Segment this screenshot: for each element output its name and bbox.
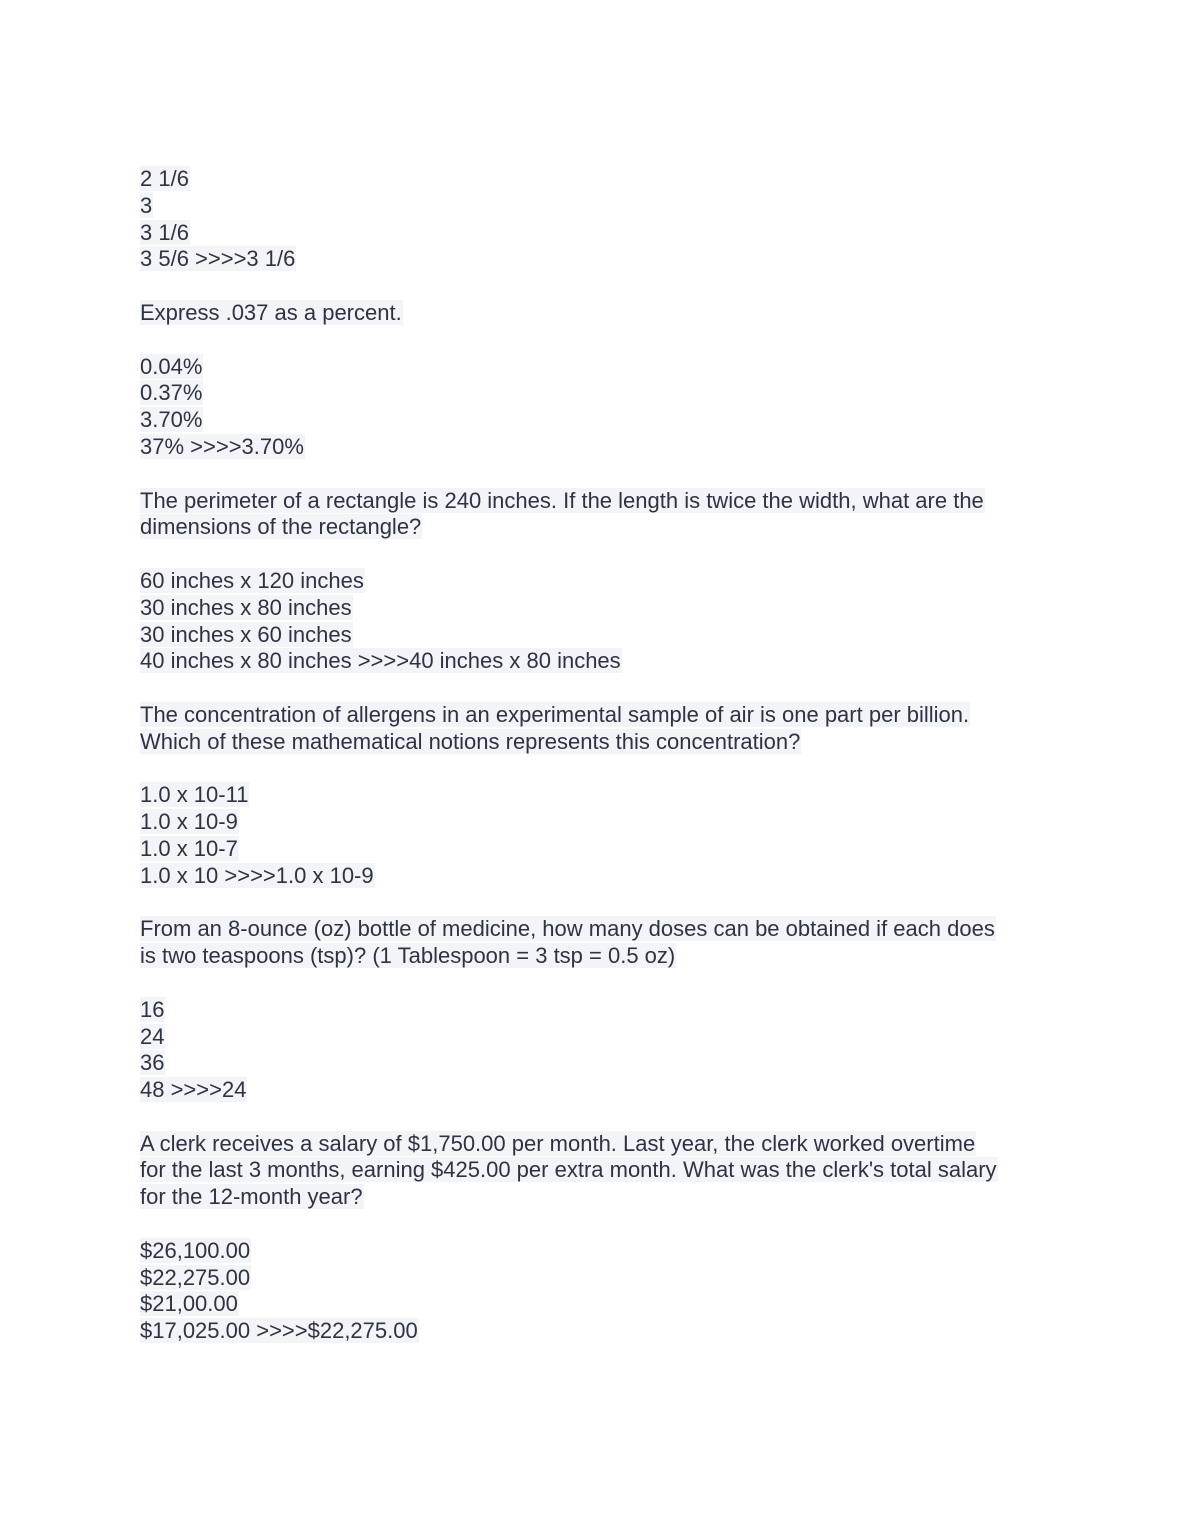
answer-options <box>140 1238 1055 1345</box>
text-run: is two teaspoons (tsp)? (1 Tablespoon = 3 tsp = 0.5 oz) <box>140 943 676 969</box>
paragraph-gap <box>140 461 1055 488</box>
paragraph-gap <box>140 675 1055 702</box>
option-line <box>140 568 1055 595</box>
text-run: 1.0 x 10-11 <box>140 782 249 808</box>
question-line <box>140 916 1055 943</box>
paragraph-gap <box>140 1104 1055 1131</box>
question-line <box>140 702 1055 729</box>
question-line <box>140 943 1055 970</box>
option-line <box>140 166 1055 193</box>
question-text <box>140 702 1055 756</box>
text-run: 0.37% <box>140 380 203 406</box>
paragraph-gap <box>140 327 1055 354</box>
text-run: 2 1/6 <box>140 166 189 191</box>
paragraph-gap <box>140 970 1055 997</box>
question-text <box>140 1131 1055 1211</box>
question-text <box>140 488 1055 542</box>
answer-options <box>140 354 1055 461</box>
text-run: 37% >>>>3.70% <box>140 433 304 459</box>
paragraph-gap <box>140 756 1055 783</box>
option-line <box>140 1077 1055 1104</box>
text-run: 40 inches x 80 inches >>>>40 inches x 80 inches <box>140 648 621 674</box>
option-line <box>140 863 1055 890</box>
text-run: The perimeter of a rectangle is 240 inches. If the length is twice the width, what are the <box>140 487 984 513</box>
text-run: 3 5/6 >>>>3 1/6 <box>140 246 296 272</box>
paragraph-gap <box>140 273 1055 300</box>
option-line <box>140 1050 1055 1077</box>
text-run: $22,275.00 <box>140 1264 251 1290</box>
text-run: Express .037 as a percent. <box>140 299 402 325</box>
option-line <box>140 407 1055 434</box>
text-run: 3 1/6 <box>140 219 189 245</box>
option-line <box>140 622 1055 649</box>
paragraph-gap <box>140 541 1055 568</box>
question-line <box>140 488 1055 515</box>
text-run: 0.04% <box>140 353 203 379</box>
question-line <box>140 729 1055 756</box>
text-run: 30 inches x 80 inches <box>140 594 352 620</box>
option-line <box>140 1024 1055 1051</box>
text-run: From an 8-ounce (oz) bottle of medicine, how many doses can be obtained if each does <box>140 916 995 942</box>
text-run: 30 inches x 60 inches <box>140 621 352 647</box>
option-line <box>140 380 1055 407</box>
text-run: 60 inches x 120 inches <box>140 567 364 593</box>
text-run: 1.0 x 10-7 <box>140 835 238 861</box>
option-line <box>140 782 1055 809</box>
option-line <box>140 354 1055 381</box>
option-line <box>140 809 1055 836</box>
paragraph-gap <box>140 890 1055 917</box>
text-run: 16 <box>140 996 165 1022</box>
text-run: 48 >>>>24 <box>140 1077 247 1103</box>
option-line <box>140 595 1055 622</box>
answer-options <box>140 782 1055 889</box>
answer-options <box>140 568 1055 675</box>
question-line <box>140 514 1055 541</box>
option-line <box>140 1238 1055 1265</box>
text-run: 3 <box>140 192 153 218</box>
text-run: for the last 3 months, earning $425.00 per extra month. What was the clerk's total salary <box>140 1157 997 1183</box>
text-run: The concentration of allergens in an experimental sample of air is one part per billion. <box>140 701 970 727</box>
option-line <box>140 434 1055 461</box>
text-run: 1.0 x 10-9 <box>140 809 238 835</box>
question-line <box>140 1184 1055 1211</box>
text-run: Which of these mathematical notions represents this concentration? <box>140 728 801 754</box>
text-run: 36 <box>140 1050 165 1076</box>
text-run: A clerk receives a salary of $1,750.00 per month. Last year, the clerk worked overtime <box>140 1130 976 1156</box>
option-line <box>140 246 1055 273</box>
text-run: $17,025.00 >>>>$22,275.00 <box>140 1318 418 1344</box>
answer-options <box>140 166 1055 273</box>
option-line <box>140 648 1055 675</box>
paragraph-gap <box>140 1211 1055 1238</box>
question-line <box>140 1157 1055 1184</box>
document-content <box>140 166 1055 1345</box>
text-run: 24 <box>140 1023 165 1049</box>
option-line <box>140 1291 1055 1318</box>
question-text <box>140 300 1055 327</box>
text-run: dimensions of the rectangle? <box>140 514 422 540</box>
option-line <box>140 836 1055 863</box>
option-line <box>140 193 1055 220</box>
option-line <box>140 220 1055 247</box>
option-line <box>140 997 1055 1024</box>
option-line <box>140 1265 1055 1292</box>
text-run: for the 12-month year? <box>140 1184 363 1210</box>
question-line <box>140 300 1055 327</box>
question-line <box>140 1131 1055 1158</box>
text-run: 3.70% <box>140 407 203 433</box>
answer-options <box>140 997 1055 1104</box>
question-text <box>140 916 1055 970</box>
text-run: $26,100.00 <box>140 1237 251 1263</box>
text-run: 1.0 x 10 >>>>1.0 x 10-9 <box>140 862 374 888</box>
option-line <box>140 1318 1055 1345</box>
text-run: $21,00.00 <box>140 1291 238 1317</box>
